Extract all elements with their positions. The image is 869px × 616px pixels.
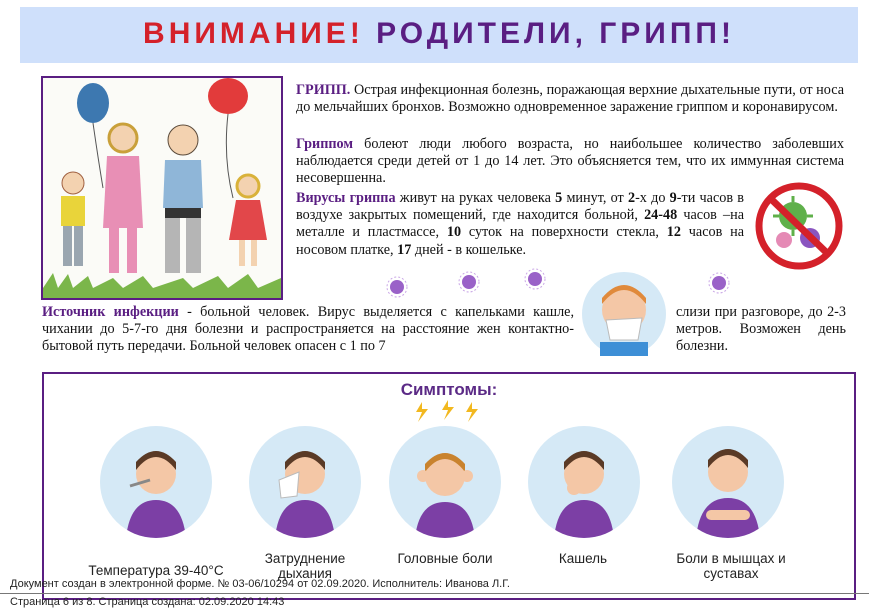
virus-stop-icon [748, 176, 850, 276]
footer-divider [0, 593, 869, 594]
symptom-cough-label: Кашель [558, 551, 608, 566]
survival-text: минут, от [562, 190, 628, 206]
term-infection-source: Источник инфекции [42, 304, 179, 320]
symptoms-title: Симптомы: [400, 380, 498, 399]
who-gets-sick-text: болеют люди любого возраста, но наибольшее количество заболевших наблюдается среди детей от 1 до 14 лет. Это объясняется тем, что их иммунная система несовершенна. [296, 136, 844, 187]
germ-icon [708, 272, 730, 294]
survival-text: часов –на металле и пластмассе, [296, 207, 745, 241]
pain-lightning-icon [412, 400, 482, 424]
paragraph-virus-survival [296, 190, 744, 259]
symptom-breathing-illustration [249, 426, 361, 538]
survival-text: часов на носовом платке, [296, 224, 744, 258]
symptom-breathing-label: Затруднение дыхания [264, 551, 346, 581]
symptom-muscle-pain-label: Боли в мышцах и суставах [676, 551, 786, 581]
symptom-fever-illustration [100, 426, 212, 538]
symptom-headache-label: Головные боли [397, 551, 493, 566]
symptom-muscle-pain-illustration [672, 426, 784, 538]
germ-icon [458, 271, 480, 293]
germ-icon [386, 276, 408, 298]
infection-source-text: - больной человек. Вирус выделяется с капельками кашле, чихании до 5-7-го дня болезни и распространяется на расстояние жен контактно-бытовой путь передачи. Больной человек опасен с 1 по 7 [42, 304, 575, 355]
footer-page-info: Страница 6 из 8. Страница создана: 02.09.2020 14:43 [10, 596, 285, 608]
survival-value: 17 [397, 241, 412, 258]
survival-value: 12 [666, 224, 681, 241]
title-subject: РОДИТЕЛИ, ГРИПП! [376, 17, 735, 50]
symptoms-panel [42, 372, 856, 600]
term-flu-sick: Гриппом [296, 136, 354, 152]
survival-value: 9 [669, 190, 677, 206]
paragraph-flu-definition [296, 82, 844, 116]
survival-text: живут на руках человека [395, 190, 556, 206]
paragraph-infection-source [42, 304, 574, 356]
symptom-fever-label: Температура 39-40°С [88, 563, 224, 578]
survival-text: суток на поверхности стекла, [461, 224, 667, 241]
paragraph-infection-source-continued [676, 304, 846, 356]
survival-text: -х до [635, 190, 670, 206]
sick-child-icon [580, 270, 668, 358]
symptom-headache-illustration [389, 426, 501, 538]
survival-text: -ти часов в воздухе закрытых помещений, где находится больной, [296, 190, 744, 224]
footer-document-info: Документ создан в электронной форме. № 03-06/10294 от 02.09.2020. Исполнитель: Иванова Л.Г. [10, 578, 510, 590]
term-flu-viruses: Вирусы гриппа [296, 190, 396, 206]
term-flu: ГРИПП. [296, 82, 351, 98]
survival-value: 5 [555, 190, 563, 206]
survival-text: дней - в кошельке. [411, 241, 527, 258]
symptom-cough-illustration [528, 426, 640, 538]
title-warning: ВНИМАНИЕ! [143, 17, 364, 50]
page-title [20, 16, 858, 52]
survival-value: 2 [627, 190, 636, 206]
family-drawing [41, 76, 283, 300]
flu-definition-text: Острая инфекционная болезнь, поражающая верхние дыхательные пути, от носа до мельчайших бронхов. Возможно одновременное заражение гриппом и коронавирусом. [296, 82, 844, 116]
germ-icon [524, 268, 546, 290]
survival-value: 24-48 [644, 207, 678, 224]
survival-value: 10 [446, 224, 462, 241]
infection-source-continued-text: слизи при разговоре, до 2-3 метров. Возможен день болезни. [676, 304, 846, 355]
